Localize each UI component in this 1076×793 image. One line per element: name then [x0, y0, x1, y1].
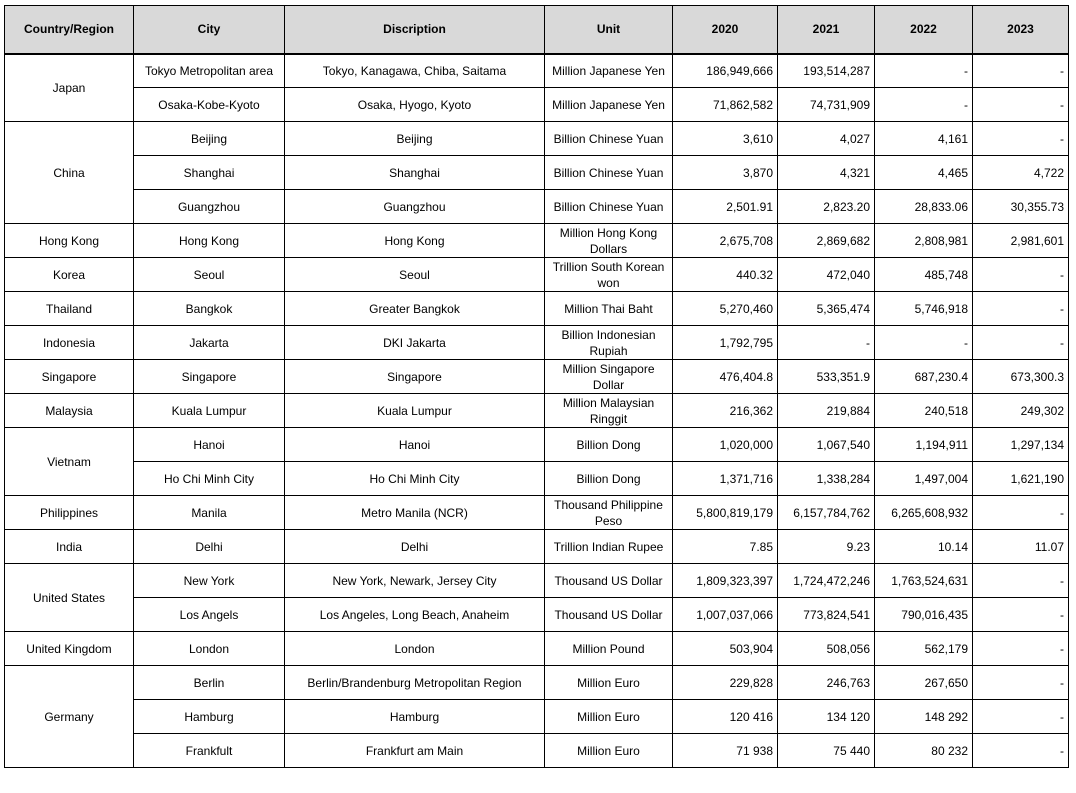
- country-cell: Thailand: [5, 292, 134, 326]
- value-cell-2021: 134 120: [778, 700, 875, 734]
- table-row: [5, 428, 1069, 462]
- value-cell-2020: 1,020,000: [673, 428, 778, 462]
- value-cell-2021: 74,731,909: [778, 88, 875, 122]
- value-cell-2023: -: [973, 632, 1069, 666]
- city-cell: Beijing: [134, 122, 285, 156]
- description-cell: Hong Kong: [285, 224, 545, 258]
- country-cell: United Kingdom: [5, 632, 134, 666]
- table-row: [5, 734, 1069, 768]
- table-row: [5, 326, 1069, 360]
- value-cell-2021: 4,321: [778, 156, 875, 190]
- city-cell: Osaka-Kobe-Kyoto: [134, 88, 285, 122]
- value-cell-2021: 5,365,474: [778, 292, 875, 326]
- country-cell: United States: [5, 564, 134, 632]
- table-row: [5, 360, 1069, 394]
- value-cell-2021: 246,763: [778, 666, 875, 700]
- table-row: [5, 88, 1069, 122]
- value-cell-2021: 75 440: [778, 734, 875, 768]
- value-cell-2020: 2,501.91: [673, 190, 778, 224]
- value-cell-2023: -: [973, 122, 1069, 156]
- value-cell-2023: 2,981,601: [973, 224, 1069, 258]
- value-cell-2023: 1,621,190: [973, 462, 1069, 496]
- value-cell-2022: 10.14: [875, 530, 973, 564]
- value-cell-2023: -: [973, 496, 1069, 530]
- value-cell-2021: -: [778, 326, 875, 360]
- value-cell-2020: 476,404.8: [673, 360, 778, 394]
- city-cell: Hamburg: [134, 700, 285, 734]
- description-cell: Guangzhou: [285, 190, 545, 224]
- value-cell-2023: -: [973, 258, 1069, 292]
- table-row: [5, 156, 1069, 190]
- value-cell-2022: 5,746,918: [875, 292, 973, 326]
- table-row: [5, 258, 1069, 292]
- value-cell-2023: 1,297,134: [973, 428, 1069, 462]
- value-cell-2022: 6,265,608,932: [875, 496, 973, 530]
- city-cell: Jakarta: [134, 326, 285, 360]
- unit-cell: Million Euro: [545, 734, 673, 768]
- unit-cell: Billion Chinese Yuan: [545, 190, 673, 224]
- value-cell-2022: 28,833.06: [875, 190, 973, 224]
- country-cell: China: [5, 122, 134, 224]
- city-cell: Seoul: [134, 258, 285, 292]
- value-cell-2021: 193,514,287: [778, 54, 875, 88]
- header-2021: 2021: [778, 6, 875, 54]
- unit-cell: Million Hong Kong Dollars: [545, 224, 673, 258]
- table-row: [5, 564, 1069, 598]
- value-cell-2020: 229,828: [673, 666, 778, 700]
- value-cell-2023: -: [973, 564, 1069, 598]
- city-cell: Hong Kong: [134, 224, 285, 258]
- city-cell: Bangkok: [134, 292, 285, 326]
- table-row: [5, 224, 1069, 258]
- value-cell-2023: -: [973, 734, 1069, 768]
- value-cell-2021: 9.23: [778, 530, 875, 564]
- value-cell-2020: 71,862,582: [673, 88, 778, 122]
- description-cell: Metro Manila (NCR): [285, 496, 545, 530]
- country-cell: Hong Kong: [5, 224, 134, 258]
- city-cell: Ho Chi Minh City: [134, 462, 285, 496]
- country-cell: Germany: [5, 666, 134, 768]
- table-row: [5, 666, 1069, 700]
- country-cell: Indonesia: [5, 326, 134, 360]
- value-cell-2023: -: [973, 292, 1069, 326]
- city-cell: Singapore: [134, 360, 285, 394]
- city-cell: Shanghai: [134, 156, 285, 190]
- value-cell-2022: -: [875, 88, 973, 122]
- description-cell: Berlin/Brandenburg Metropolitan Region: [285, 666, 545, 700]
- value-cell-2021: 2,823.20: [778, 190, 875, 224]
- value-cell-2020: 1,792,795: [673, 326, 778, 360]
- value-cell-2020: 3,870: [673, 156, 778, 190]
- country-cell: Philippines: [5, 496, 134, 530]
- unit-cell: Million Japanese Yen: [545, 88, 673, 122]
- value-cell-2021: 472,040: [778, 258, 875, 292]
- value-cell-2021: 6,157,784,762: [778, 496, 875, 530]
- value-cell-2023: 4,722: [973, 156, 1069, 190]
- unit-cell: Thousand US Dollar: [545, 598, 673, 632]
- header-row: [5, 6, 1069, 54]
- city-cell: Delhi: [134, 530, 285, 564]
- header-city: City: [134, 6, 285, 54]
- city-cell: Tokyo Metropolitan area: [134, 54, 285, 88]
- description-cell: DKI Jakarta: [285, 326, 545, 360]
- value-cell-2020: 3,610: [673, 122, 778, 156]
- value-cell-2021: 1,067,540: [778, 428, 875, 462]
- description-cell: Singapore: [285, 360, 545, 394]
- country-cell: Japan: [5, 54, 134, 122]
- table-row: [5, 122, 1069, 156]
- unit-cell: Trillion Indian Rupee: [545, 530, 673, 564]
- header-2020: 2020: [673, 6, 778, 54]
- unit-cell: Billion Chinese Yuan: [545, 122, 673, 156]
- table-row: [5, 496, 1069, 530]
- value-cell-2023: 11.07: [973, 530, 1069, 564]
- description-cell: Hamburg: [285, 700, 545, 734]
- description-cell: Tokyo, Kanagawa, Chiba, Saitama: [285, 54, 545, 88]
- value-cell-2022: 80 232: [875, 734, 973, 768]
- gdp-table: [4, 5, 1069, 768]
- value-cell-2021: 219,884: [778, 394, 875, 428]
- description-cell: Beijing: [285, 122, 545, 156]
- city-cell: Los Angels: [134, 598, 285, 632]
- value-cell-2022: 4,161: [875, 122, 973, 156]
- value-cell-2022: -: [875, 54, 973, 88]
- description-cell: Delhi: [285, 530, 545, 564]
- description-cell: New York, Newark, Jersey City: [285, 564, 545, 598]
- description-cell: Osaka, Hyogo, Kyoto: [285, 88, 545, 122]
- value-cell-2021: 773,824,541: [778, 598, 875, 632]
- unit-cell: Billion Chinese Yuan: [545, 156, 673, 190]
- country-cell: Malaysia: [5, 394, 134, 428]
- header-2022: 2022: [875, 6, 973, 54]
- value-cell-2023: 249,302: [973, 394, 1069, 428]
- value-cell-2020: 186,949,666: [673, 54, 778, 88]
- value-cell-2022: 4,465: [875, 156, 973, 190]
- value-cell-2020: 1,809,323,397: [673, 564, 778, 598]
- city-cell: Guangzhou: [134, 190, 285, 224]
- unit-cell: Million Euro: [545, 700, 673, 734]
- description-cell: Greater Bangkok: [285, 292, 545, 326]
- table-row: [5, 700, 1069, 734]
- table-row: [5, 598, 1069, 632]
- header-description: Discription: [285, 6, 545, 54]
- description-cell: London: [285, 632, 545, 666]
- value-cell-2022: 1,497,004: [875, 462, 973, 496]
- country-cell: Vietnam: [5, 428, 134, 496]
- table-row: [5, 190, 1069, 224]
- value-cell-2023: -: [973, 700, 1069, 734]
- unit-cell: Million Singapore Dollar: [545, 360, 673, 394]
- value-cell-2020: 5,270,460: [673, 292, 778, 326]
- city-cell: London: [134, 632, 285, 666]
- table-row: [5, 54, 1069, 88]
- value-cell-2022: 148 292: [875, 700, 973, 734]
- value-cell-2023: 673,300.3: [973, 360, 1069, 394]
- table-row: [5, 292, 1069, 326]
- unit-cell: Billion Indonesian Rupiah: [545, 326, 673, 360]
- unit-cell: Billion Dong: [545, 462, 673, 496]
- header-2023: 2023: [973, 6, 1069, 54]
- value-cell-2020: 120 416: [673, 700, 778, 734]
- value-cell-2021: 508,056: [778, 632, 875, 666]
- value-cell-2022: 1,763,524,631: [875, 564, 973, 598]
- value-cell-2021: 533,351.9: [778, 360, 875, 394]
- table-row: [5, 394, 1069, 428]
- header-country: Country/Region: [5, 6, 134, 54]
- value-cell-2023: -: [973, 54, 1069, 88]
- description-cell: Kuala Lumpur: [285, 394, 545, 428]
- table-body: [5, 54, 1069, 768]
- city-cell: Berlin: [134, 666, 285, 700]
- value-cell-2023: -: [973, 666, 1069, 700]
- description-cell: Los Angeles, Long Beach, Anaheim: [285, 598, 545, 632]
- table-row: [5, 530, 1069, 564]
- value-cell-2020: 216,362: [673, 394, 778, 428]
- city-cell: Kuala Lumpur: [134, 394, 285, 428]
- value-cell-2020: 7.85: [673, 530, 778, 564]
- value-cell-2020: 71 938: [673, 734, 778, 768]
- value-cell-2023: -: [973, 326, 1069, 360]
- country-cell: Korea: [5, 258, 134, 292]
- description-cell: Hanoi: [285, 428, 545, 462]
- unit-cell: Million Thai Baht: [545, 292, 673, 326]
- value-cell-2021: 4,027: [778, 122, 875, 156]
- unit-cell: Million Malaysian Ringgit: [545, 394, 673, 428]
- value-cell-2021: 1,338,284: [778, 462, 875, 496]
- unit-cell: Million Japanese Yen: [545, 54, 673, 88]
- city-cell: Frankfult: [134, 734, 285, 768]
- value-cell-2022: 1,194,911: [875, 428, 973, 462]
- unit-cell: Million Euro: [545, 666, 673, 700]
- city-cell: Manila: [134, 496, 285, 530]
- value-cell-2022: 790,016,435: [875, 598, 973, 632]
- value-cell-2021: 2,869,682: [778, 224, 875, 258]
- value-cell-2022: 687,230.4: [875, 360, 973, 394]
- value-cell-2022: -: [875, 326, 973, 360]
- value-cell-2023: -: [973, 88, 1069, 122]
- value-cell-2022: 485,748: [875, 258, 973, 292]
- unit-cell: Thousand US Dollar: [545, 564, 673, 598]
- value-cell-2020: 1,007,037,066: [673, 598, 778, 632]
- value-cell-2023: 30,355.73: [973, 190, 1069, 224]
- unit-cell: Trillion South Korean won: [545, 258, 673, 292]
- value-cell-2021: 1,724,472,246: [778, 564, 875, 598]
- city-cell: Hanoi: [134, 428, 285, 462]
- value-cell-2023: -: [973, 598, 1069, 632]
- country-cell: Singapore: [5, 360, 134, 394]
- description-cell: Ho Chi Minh City: [285, 462, 545, 496]
- value-cell-2020: 503,904: [673, 632, 778, 666]
- header-unit: Unit: [545, 6, 673, 54]
- description-cell: Frankfurt am Main: [285, 734, 545, 768]
- table-row: [5, 632, 1069, 666]
- city-cell: New York: [134, 564, 285, 598]
- value-cell-2022: 267,650: [875, 666, 973, 700]
- unit-cell: Million Pound: [545, 632, 673, 666]
- unit-cell: Billion Dong: [545, 428, 673, 462]
- value-cell-2022: 2,808,981: [875, 224, 973, 258]
- value-cell-2020: 440.32: [673, 258, 778, 292]
- value-cell-2020: 2,675,708: [673, 224, 778, 258]
- value-cell-2022: 240,518: [875, 394, 973, 428]
- country-cell: India: [5, 530, 134, 564]
- value-cell-2020: 5,800,819,179: [673, 496, 778, 530]
- table-row: [5, 462, 1069, 496]
- description-cell: Seoul: [285, 258, 545, 292]
- unit-cell: Thousand Philippine Peso: [545, 496, 673, 530]
- value-cell-2022: 562,179: [875, 632, 973, 666]
- description-cell: Shanghai: [285, 156, 545, 190]
- value-cell-2020: 1,371,716: [673, 462, 778, 496]
